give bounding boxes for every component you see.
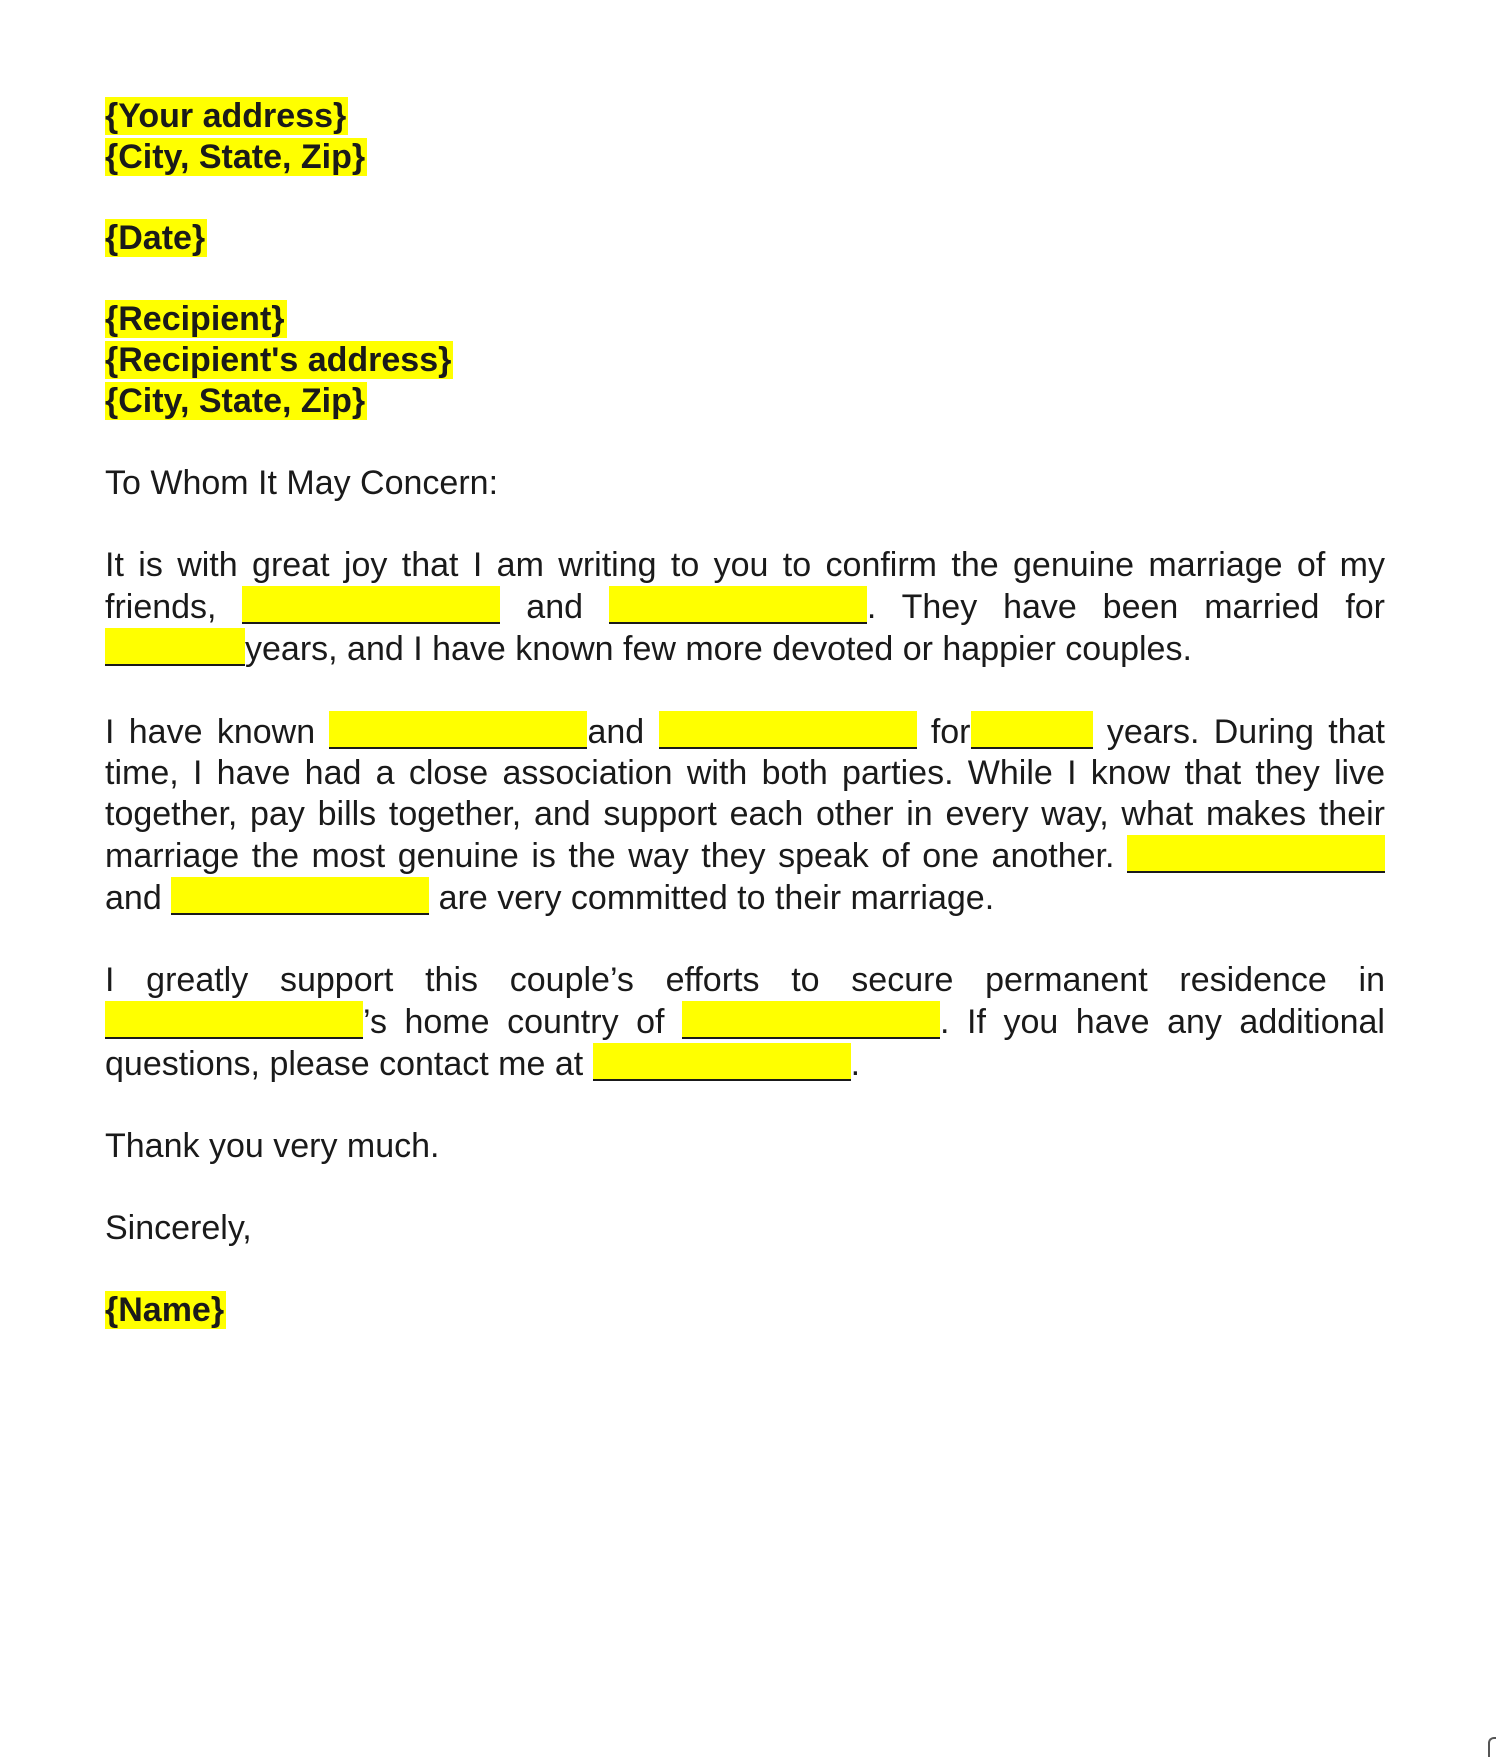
friend-1-name-blank[interactable] — [242, 586, 500, 624]
spouse-2-name-blank[interactable] — [659, 711, 917, 749]
signature-name: {Name} — [105, 1291, 225, 1329]
paragraph-3-text-b: ’s home country of — [363, 1003, 665, 1041]
years-married-blank[interactable] — [105, 628, 245, 666]
sender-block — [105, 96, 1385, 178]
recipient-address: {Recipient's address} — [105, 341, 452, 379]
letter-page — [105, 96, 1385, 1331]
paragraph-3-text-c: . If you have any additional questions, please contact me at — [105, 1003, 1385, 1083]
spouse-2-name-blank-2[interactable] — [171, 877, 429, 915]
paragraph-2-text-a: I have known — [105, 713, 316, 751]
salutation: To Whom It May Concern: — [105, 464, 499, 502]
recipient-city-state-zip: {City, State, Zip} — [105, 382, 366, 420]
applicant-name-blank[interactable] — [105, 1001, 363, 1039]
spouse-1-name-blank-2[interactable] — [1127, 835, 1385, 873]
sender-city-state-zip: {City, State, Zip} — [105, 138, 366, 176]
thanks-line: Thank you very much. — [105, 1127, 440, 1165]
paragraph-2 — [105, 711, 1385, 919]
paragraph-2-text-c: for — [930, 713, 971, 751]
sender-address: {Your address} — [105, 97, 347, 135]
paragraph-3-text-d: . — [850, 1045, 861, 1083]
paragraph-2-text-f: are very committed to their marriage. — [438, 879, 995, 917]
home-country-blank[interactable] — [682, 1001, 940, 1039]
paragraph-2-text-d: years. During that time, I have had a close association with both parties. While I know that they live together, pay bills together, and support each other in every way, what makes their marriage the most genuine is the way they speak of one another. — [105, 713, 1385, 875]
signature-block — [105, 1290, 1385, 1331]
paragraph-2-text-e: and — [105, 879, 162, 917]
closing-line: Sincerely, — [105, 1209, 252, 1247]
paragraph-3 — [105, 960, 1385, 1085]
recipient-block — [105, 299, 1385, 422]
letter-date: {Date} — [105, 219, 206, 257]
paragraph-1 — [105, 545, 1385, 670]
date-block — [105, 218, 1385, 259]
paragraph-1-text-d: years, and I have known few more devoted or happier couples. — [245, 630, 1192, 668]
page-edge-mark — [1488, 1737, 1496, 1757]
spouse-1-name-blank[interactable] — [329, 711, 587, 749]
paragraph-1-text-c: . They have been married for — [866, 588, 1386, 626]
years-known-blank[interactable] — [971, 711, 1093, 749]
friend-2-name-blank[interactable] — [609, 586, 867, 624]
paragraph-1-text-b: and — [526, 588, 584, 626]
paragraph-2-text-b: and — [587, 713, 645, 751]
contact-info-blank[interactable] — [593, 1043, 851, 1081]
paragraph-3-text-a: I greatly support this couple’s efforts to secure permanent residence in — [105, 961, 1385, 999]
paragraph-1-text-a: It is with great joy that I am writing to you to confirm the genuine marriage of my friends, — [105, 546, 1385, 626]
recipient-name: {Recipient} — [105, 300, 285, 338]
